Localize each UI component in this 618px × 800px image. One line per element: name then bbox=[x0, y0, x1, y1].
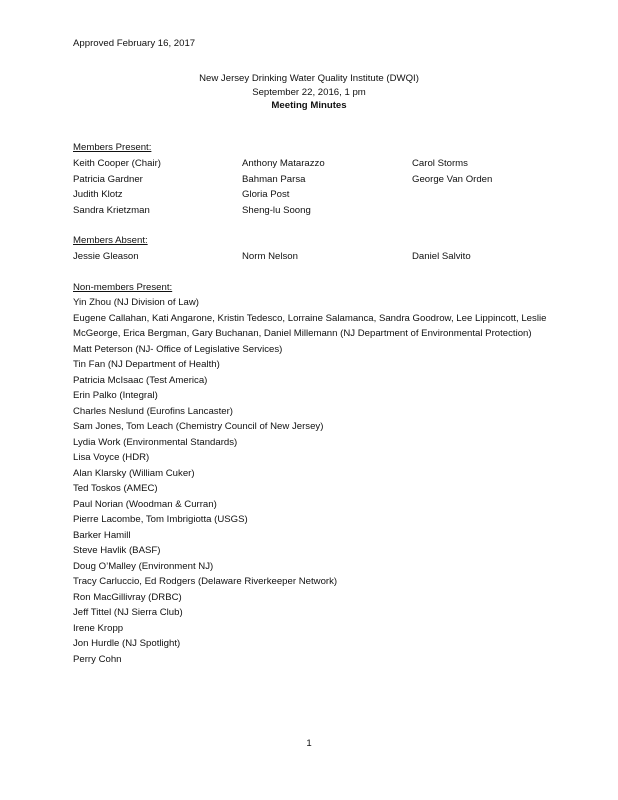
members-present-heading: Members Present: bbox=[73, 142, 152, 153]
list-item: Lydia Work (Environmental Standards) bbox=[73, 436, 238, 448]
list-item: Charles Neslund (Eurofins Lancaster) bbox=[73, 405, 233, 417]
list-item: Matt Peterson (NJ- Office of Legislative Services) bbox=[73, 343, 283, 355]
list-item: Yin Zhou (NJ Division of Law) bbox=[73, 297, 200, 308]
members-present-col2 bbox=[242, 156, 325, 218]
list-item: Steve Havlik (BASF) bbox=[73, 545, 161, 556]
member-name: George Van Orden bbox=[412, 173, 493, 185]
member-name: Patricia Gardner bbox=[73, 173, 143, 185]
member-name: Carol Storms bbox=[412, 158, 468, 169]
non-members-heading: Non-members Present: bbox=[73, 282, 173, 293]
member-name: Gloria Post bbox=[242, 189, 290, 200]
member-name: Bahman Parsa bbox=[242, 173, 306, 185]
list-item: Ted Toskos (AMEC) bbox=[73, 483, 158, 494]
list-item: Lisa Voyce (HDR) bbox=[73, 452, 150, 463]
list-item: Ron MacGillivray (DRBC) bbox=[73, 591, 182, 603]
page-number: 1 bbox=[306, 738, 312, 749]
list-item: Erin Palko (Integral) bbox=[73, 390, 158, 401]
organization-name: New Jersey Drinking Water Quality Institute (DWQI) bbox=[199, 73, 419, 84]
list-item: Barker Hamill bbox=[73, 529, 131, 541]
member-name: Norm Nelson bbox=[242, 251, 298, 262]
members-absent-heading: Members Absent: bbox=[73, 235, 148, 246]
list-item: Paul Norian (Woodman & Curran) bbox=[73, 498, 217, 510]
members-present-col1 bbox=[73, 156, 161, 218]
list-item: Irene Kropp bbox=[73, 622, 124, 634]
member-name: Keith Cooper (Chair) bbox=[73, 158, 161, 169]
member-name: Jessie Gleason bbox=[73, 251, 139, 262]
list-item: Perry Cohn bbox=[73, 653, 122, 665]
document-title: Meeting Minutes bbox=[271, 100, 347, 111]
members-present-col3 bbox=[412, 156, 492, 187]
list-item: Sam Jones, Tom Leach (Chemistry Council of New Jersey) bbox=[73, 421, 324, 432]
list-item: Tin Fan (NJ Department of Health) bbox=[73, 359, 220, 370]
list-item: Doug O’Malley (Environment NJ) bbox=[73, 560, 214, 572]
meeting-date: September 22, 2016, 1 pm bbox=[252, 86, 366, 98]
member-name: Sheng-lu Soong bbox=[242, 204, 311, 216]
list-item: Jeff Tittel (NJ Sierra Club) bbox=[73, 607, 183, 618]
members-absent-col1 bbox=[73, 249, 139, 265]
list-item: Eugene Callahan, Kati Angarone, Kristin Tedesco, Lorraine Salamanca, Sandra Goodrow, Lee Lippincott, Leslie McGeorge, Erica Bergman, Gary Buchanan, Daniel Millemann (NJ Department of Environmental Protection) bbox=[73, 312, 547, 339]
list-item: Alan Klarsky (William Cuker) bbox=[73, 467, 195, 479]
member-name: Daniel Salvito bbox=[412, 251, 471, 262]
member-name: Anthony Matarazzo bbox=[242, 158, 325, 169]
list-item: Pierre Lacombe, Tom Imbrigiotta (USGS) bbox=[73, 514, 248, 525]
non-members-list bbox=[73, 295, 553, 667]
member-name: Judith Klotz bbox=[73, 189, 123, 200]
list-item: Tracy Carluccio, Ed Rodgers (Delaware Riverkeeper Network) bbox=[73, 576, 338, 587]
approval-note: Approved February 16, 2017 bbox=[73, 38, 196, 49]
list-item: Jon Hurdle (NJ Spotlight) bbox=[73, 638, 181, 649]
members-absent-col3 bbox=[412, 249, 471, 265]
document-header bbox=[0, 72, 618, 113]
member-name: Sandra Krietzman bbox=[73, 204, 150, 216]
list-item: Patricia McIsaac (Test America) bbox=[73, 374, 208, 386]
members-absent-col2 bbox=[242, 249, 298, 265]
